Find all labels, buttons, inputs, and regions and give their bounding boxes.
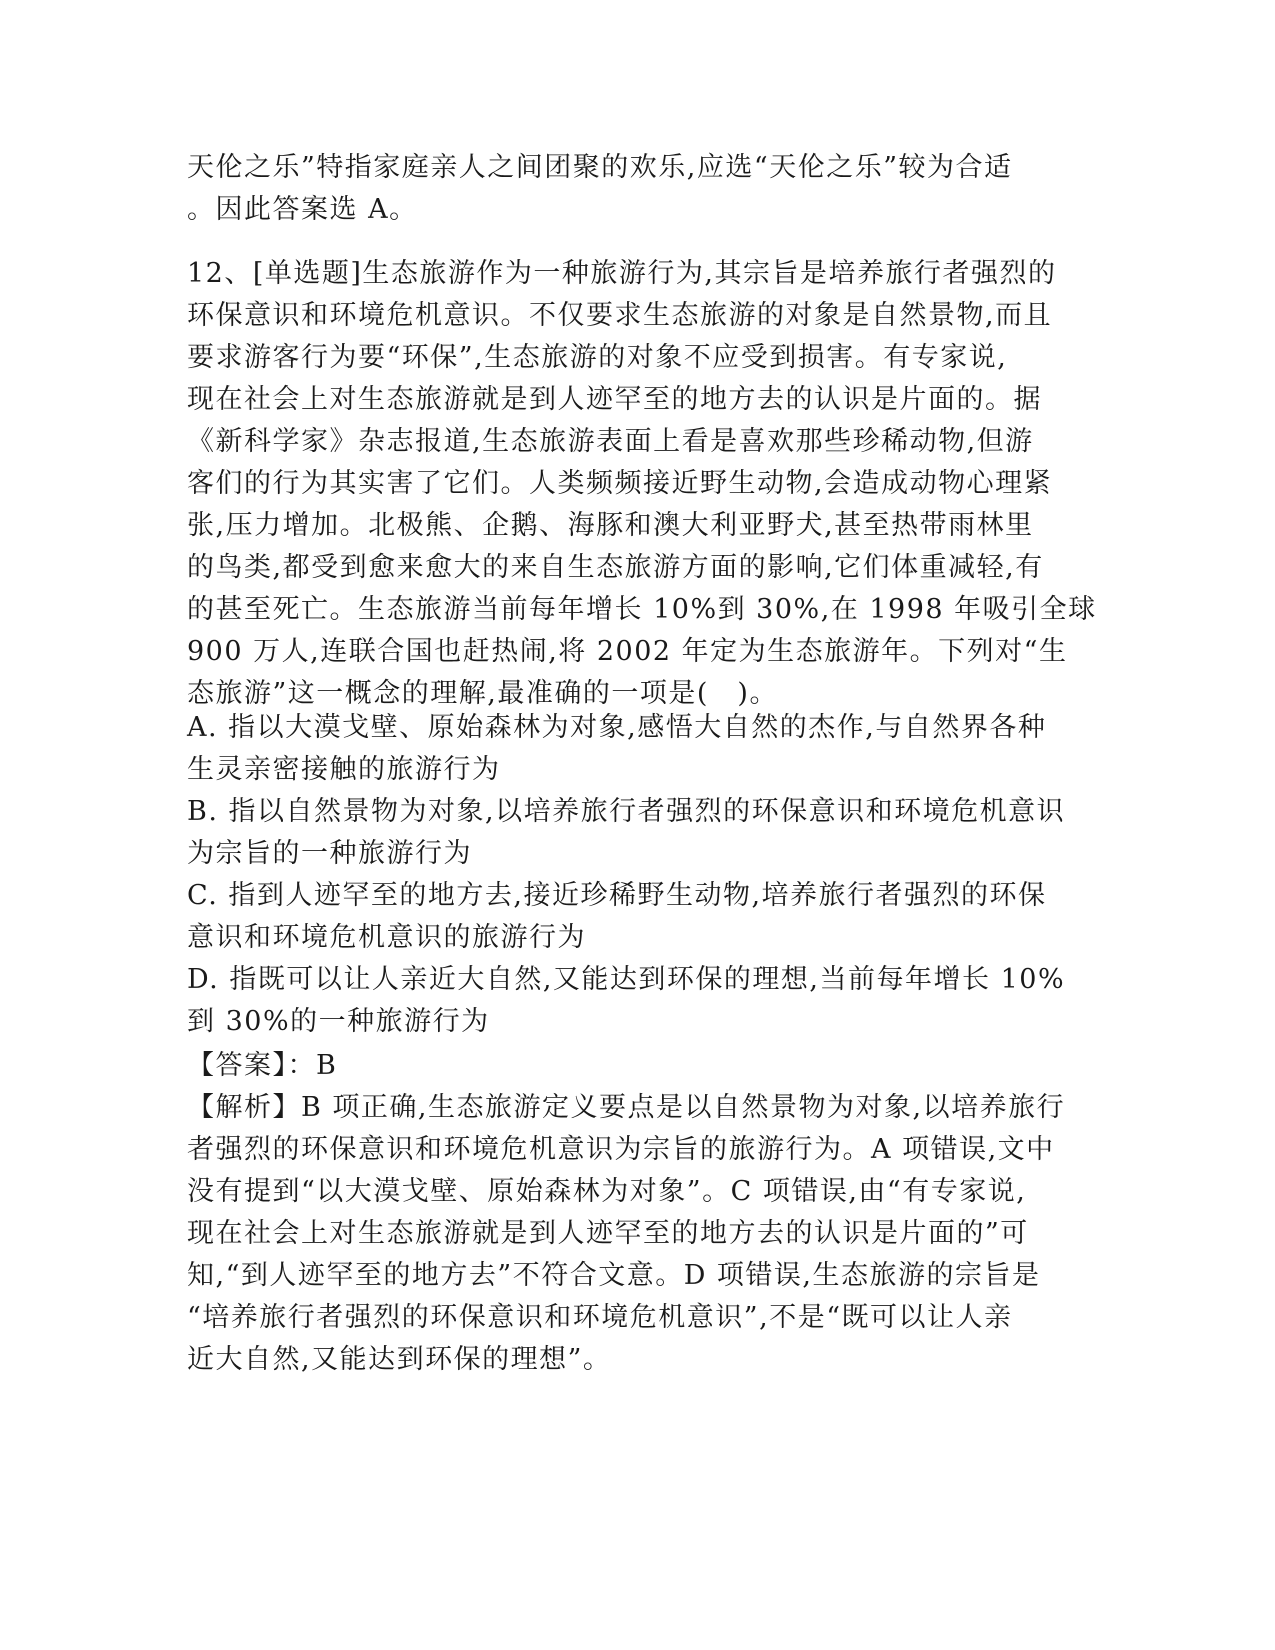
option-b-continued: 为宗旨的一种旅游行为 bbox=[187, 838, 472, 869]
option-b: B. 指以自然景物为对象,以培养旅行者强烈的环保意识和环境危机意识 bbox=[187, 796, 1066, 827]
option-c-continued: 意识和环境危机意识的旅游行为 bbox=[187, 922, 586, 953]
text-line: 《新科学家》杂志报道,生态旅游表面上看是喜欢那些珍稀动物,但游 bbox=[187, 426, 1034, 457]
question-12-stem bbox=[187, 253, 1097, 715]
option-a: A. 指以大漠戈壁、原始森林为对象,感悟大自然的杰作,与自然界各种 bbox=[187, 712, 1047, 743]
text-line: 的鸟类,都受到愈来愈大的来自生态旅游方面的影响,它们体重减轻,有 bbox=[187, 552, 1044, 583]
option-c: C. 指到人迹罕至的地方去,接近珍稀野生动物,培养旅行者强烈的环保 bbox=[187, 880, 1047, 911]
text-line: 现在社会上对生态旅游就是到人迹罕至的地方去的认识是片面的。据 bbox=[187, 384, 1042, 415]
text-line: 【解析】B 项正确,生态旅游定义要点是以自然景物为对象,以培养旅行 bbox=[187, 1092, 1066, 1123]
text-line: 天伦之乐”特指家庭亲人之间团聚的欢乐,应选“天伦之乐”较为合适 bbox=[187, 152, 1013, 183]
text-line: 客们的行为其实害了它们。人类频频接近野生动物,会造成动物心理紧 bbox=[187, 468, 1053, 499]
answer-line bbox=[187, 1045, 1087, 1087]
text-line: 者强烈的环保意识和环境危机意识为宗旨的旅游行为。A 项错误,文中 bbox=[187, 1134, 1055, 1165]
text-line: 知,“到人迹罕至的地方去”不符合文意。D 项错误,生态旅游的宗旨是 bbox=[187, 1260, 1041, 1291]
text-line: 的甚至死亡。生态旅游当前每年增长 10%到 30%,在 1998 年吸引全球 bbox=[187, 594, 1097, 625]
text-line: 环保意识和环境危机意识。不仅要求生态旅游的对象是自然景物,而且 bbox=[187, 300, 1053, 331]
text-line: 没有提到“以大漠戈壁、原始森林为对象”。C 项错误,由“有专家说, bbox=[187, 1176, 1027, 1207]
analysis-section bbox=[187, 1087, 1087, 1381]
option-a-continued: 生灵亲密接触的旅游行为 bbox=[187, 754, 501, 785]
text-line: 现在社会上对生态旅游就是到人迹罕至的地方去的认识是片面的”可 bbox=[187, 1218, 1029, 1249]
text-line: 要求游客行为要“环保”,生态旅游的对象不应受到损害。有专家说, bbox=[187, 342, 1008, 373]
option-d-continued: 到 30%的一种旅游行为 bbox=[187, 1006, 490, 1037]
answer-options bbox=[187, 707, 1087, 1043]
text-line: “培养旅行者强烈的环保意识和环境危机意识”,不是“既可以让人亲 bbox=[187, 1302, 1013, 1333]
text-line: 张,压力增加。北极熊、企鹅、海豚和澳大利亚野犬,甚至热带雨林里 bbox=[187, 510, 1034, 541]
text-line: 近大自然,又能达到环保的理想”。 bbox=[187, 1344, 612, 1375]
answer-text: 【答案】：B bbox=[187, 1050, 338, 1081]
text-line: 。因此答案选 A。 bbox=[187, 194, 418, 225]
text-line: 12、[单选题]生态旅游作为一种旅游行为,其宗旨是培养旅行者强烈的 bbox=[187, 258, 1057, 289]
previous-analysis-continuation bbox=[187, 147, 1087, 231]
text-line: 态旅游”这一概念的理解,最准确的一项是( )。 bbox=[187, 678, 778, 709]
text-line: 900 万人,连联合国也赶热闹,将 2002 年定为生态旅游年。下列对“生 bbox=[187, 636, 1068, 667]
option-d: D. 指既可以让人亲近大自然,又能达到环保的理想,当前每年增长 10% bbox=[187, 964, 1066, 995]
